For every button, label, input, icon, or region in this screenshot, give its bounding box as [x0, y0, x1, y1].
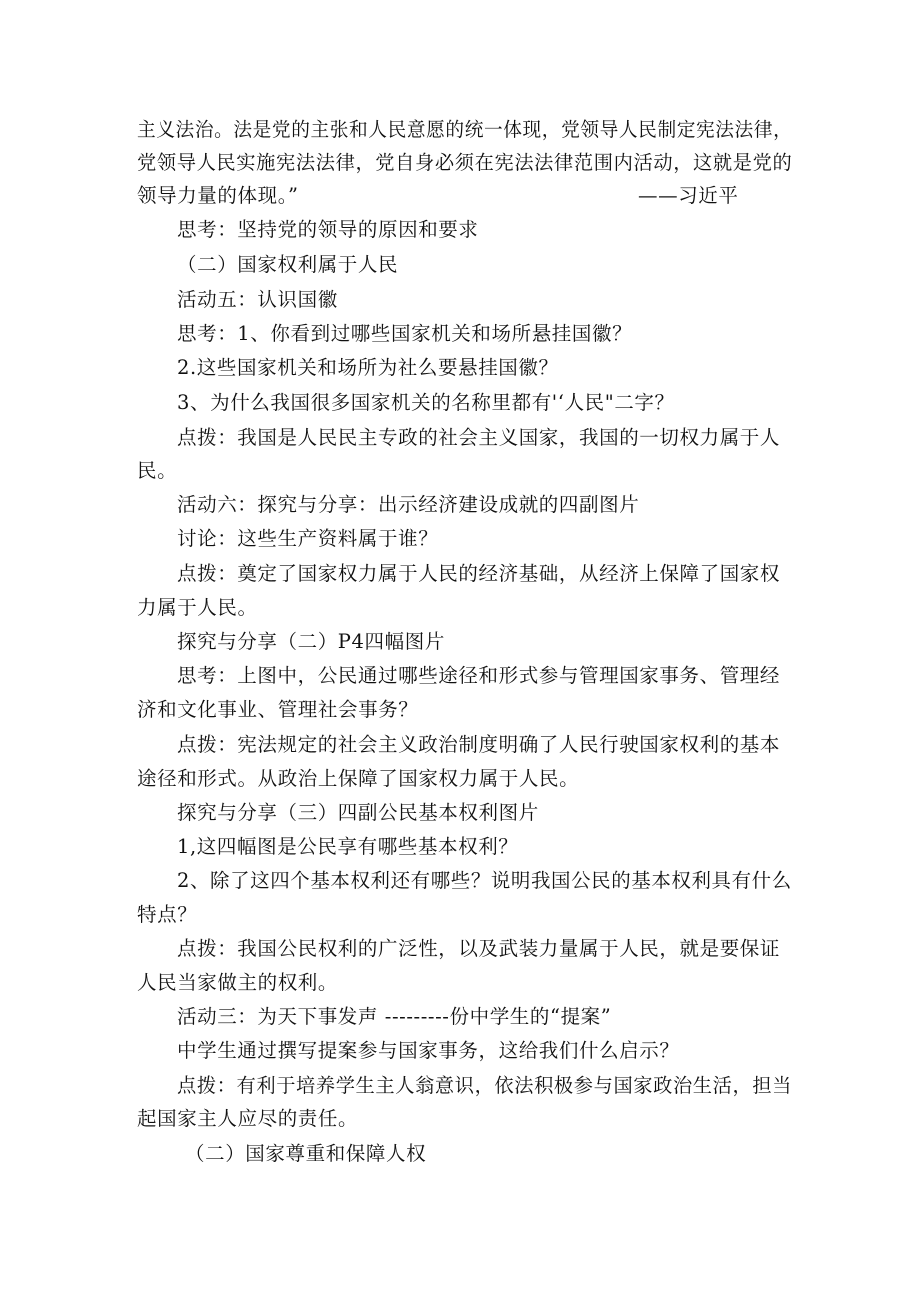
- paragraph: 点拨：奠定了国家权力属于人民的经济基础，从经济上保障了国家权: [177, 562, 781, 585]
- paragraph: 探究与分享（三）四副公民基本权利图片: [177, 801, 539, 824]
- paragraph: 活动六：探究与分享：出示经济建设成就的四副图片: [177, 493, 640, 516]
- paragraph: 思考：上图中，公民通过哪些途径和形式参与管理国家事务、管理经: [177, 664, 781, 687]
- paragraph: 思考：坚持党的领导的原因和要求: [177, 218, 479, 241]
- paragraph: 点拨：我国是人民民主专政的社会主义国家，我国的一切权力属于人: [177, 426, 781, 449]
- paragraph: 3、为什么我国很多国家机关的名称里都有'‘人民"二字？: [177, 391, 675, 414]
- paragraph: 点拨：我国公民权利的广泛性，以及武装力量属于人民，就是要保证: [177, 937, 781, 960]
- paragraph: 2.这些国家机关和场所为社么要悬挂国徽？: [177, 356, 559, 379]
- quote-line: 领导力量的体现。”: [137, 184, 299, 207]
- quote-line: 主义法治。法是党的主张和人民意愿的统一体现，党领导人民制定宪法法律，: [137, 118, 793, 141]
- section-heading: （二）国家权利属于人民: [177, 253, 399, 276]
- paragraph-continuation: 民。: [137, 459, 178, 482]
- paragraph: 点拨：有利于培养学生主人翁意识，依法积极参与国家政治生活，担当: [177, 1074, 793, 1097]
- quote-line: 党领导人民实施宪法法律，党自身必须在宪法法律范围内活动，这就是党的: [137, 151, 793, 174]
- paragraph: 活动三：为天下事发声 ---------份中学生的“提案”: [177, 1005, 612, 1028]
- paragraph: 2、除了这四个基本权利还有哪些？说明我国公民的基本权利具有什么: [177, 869, 792, 892]
- paragraph-continuation: 力属于人民。: [137, 596, 258, 619]
- paragraph: 讨论：这些生产资料属于谁？: [177, 527, 439, 550]
- quote-attribution: ——习近平: [638, 184, 739, 207]
- paragraph-continuation: 特点？: [137, 903, 198, 926]
- paragraph: 探究与分享（二）P4四幅图片: [177, 630, 445, 653]
- paragraph-continuation: 济和文化事业、管理社会事务？: [137, 698, 419, 721]
- paragraph: 思考：1、你看到过哪些国家机关和场所悬挂国徽？: [177, 322, 633, 345]
- paragraph-continuation: 人民当家做主的权利。: [137, 971, 339, 994]
- paragraph-continuation: 途径和形式。从政治上保障了国家权力属于人民。: [137, 767, 580, 790]
- paragraph: 点拨：宪法规定的社会主义政治制度明确了人民行驶国家权利的基本: [177, 733, 781, 756]
- section-heading: （二）国家尊重和保障人权: [185, 1142, 427, 1165]
- paragraph: 中学生通过撰写提案参与国家事务，这给我们什么启示？: [177, 1039, 680, 1062]
- paragraph-continuation: 起国家主人应尽的责任。: [137, 1107, 359, 1130]
- paragraph: 活动五：认识国徽: [177, 288, 338, 311]
- paragraph: 1,这四幅图是公民享有哪些基本权利？: [177, 835, 519, 858]
